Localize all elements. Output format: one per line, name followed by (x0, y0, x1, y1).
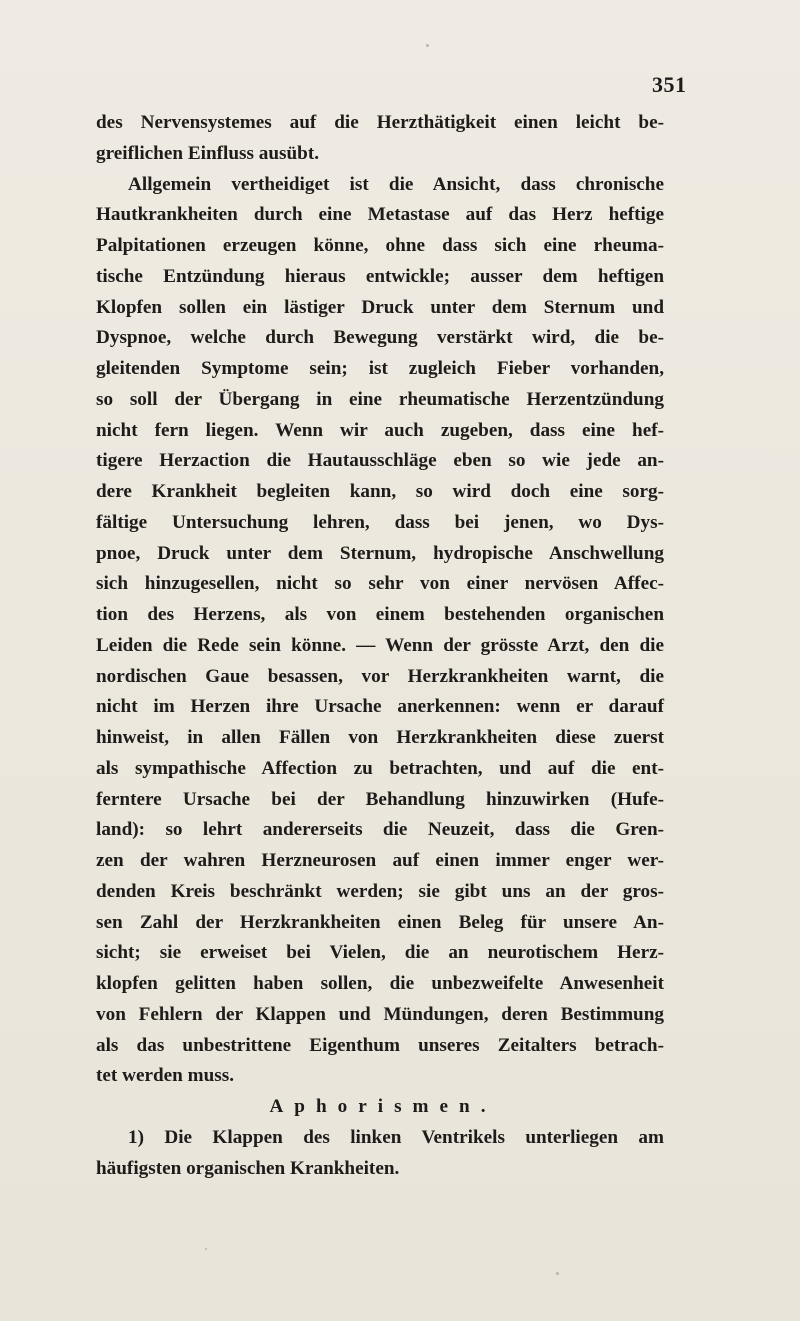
text-line: nicht im Herzen ihre Ursache anerkennen: wenn er darauf (96, 696, 664, 718)
text-line: Palpitationen erzeugen könne, ohne dass sich eine rheuma- (96, 235, 664, 256)
text-line: dere Krankheit begleiten kann, so wird doch eine sorg- (96, 481, 664, 502)
text-line: denden Kreis beschränkt werden; sie gibt uns an der gros- (96, 880, 664, 902)
paper-speck (556, 1272, 559, 1275)
section-heading: Aphorismen. (269, 1096, 497, 1117)
text-line: land): so lehrt andererseits die Neuzeit, dass die Gren- (96, 819, 664, 841)
text-line: Dyspnoe, welche durch Bewegung verstärkt wird, die be- (96, 327, 664, 349)
text-line: als sympathische Affection zu betrachten, und auf die ent- (96, 757, 664, 779)
text-line: von Fehlern der Klappen und Mündungen, deren Bestimmung (96, 1003, 664, 1025)
aphorism-line: 1) Die Klappen des linken Ventrikels unterliegen am (128, 1126, 664, 1148)
text-line: sich hinzugesellen, nicht so sehr von einer nervösen Affec- (96, 573, 664, 595)
text-line: greiflichen Einfluss ausübt. (96, 142, 320, 164)
text-line: Allgemein vertheidiget ist die Ansicht, dass chronische (128, 173, 664, 195)
text-line: nicht fern liegen. Wenn wir auch zugeben, dass eine hef- (96, 419, 664, 441)
text-line: pnoe, Druck unter dem Sternum, hydropische Anschwellung (96, 542, 664, 564)
text-line: sen Zahl der Herzkrankheiten einen Beleg für unsere An- (96, 911, 664, 933)
text-line: fältige Untersuchung lehren, dass bei jenen, wo Dys- (96, 511, 664, 533)
text-line: tigere Herzaction die Hautausschläge eben so wie jede an- (96, 450, 664, 472)
text-line: nordischen Gaue besassen, vor Herzkrankheiten warnt, die (96, 665, 664, 687)
page-number: 351 (652, 72, 687, 97)
text-line: tion des Herzens, als von einem bestehenden organischen (96, 604, 664, 625)
aphorism-line: häufigsten organischen Krankheiten. (96, 1157, 400, 1179)
text-line: des Nervensystemes auf die Herzthätigkeit einen leicht be- (96, 112, 664, 133)
text-line: sicht; sie erweiset bei Vielen, die an neurotischem Herz- (96, 942, 664, 964)
text-line: tet werden muss. (96, 1065, 235, 1087)
text-line: gleitenden Symptome sein; ist zugleich Fieber vorhanden, (96, 358, 664, 379)
text-line: klopfen gelitten haben sollen, die unbezweifelte Anwesenheit (96, 973, 664, 994)
body-text (96, 108, 664, 1184)
text-line: hinweist, in allen Fällen von Herzkrankheiten diese zuerst (96, 727, 664, 748)
paper-speck (426, 44, 429, 47)
text-line: Leiden die Rede sein könne. — Wenn der grösste Arzt, den die (96, 634, 664, 656)
text-line: ferntere Ursache bei der Behandlung hinzuwirken (Hufe- (96, 788, 664, 810)
text-line: als das unbestrittene Eigenthum unseres Zeitalters betrach- (96, 1034, 664, 1056)
text-line: Hautkrankheiten durch eine Metastase auf das Herz heftige (96, 204, 664, 226)
text-line: so soll der Übergang in eine rheumatische Herzentzündung (96, 388, 664, 410)
text-line: tische Entzündung hieraus entwickle; ausser dem heftigen (96, 265, 664, 287)
paper-speck (205, 1248, 207, 1250)
text-line: zen der wahren Herzneurosen auf einen immer enger wer- (96, 850, 664, 871)
text-line: Klopfen sollen ein lästiger Druck unter dem Sternum und (96, 296, 664, 318)
